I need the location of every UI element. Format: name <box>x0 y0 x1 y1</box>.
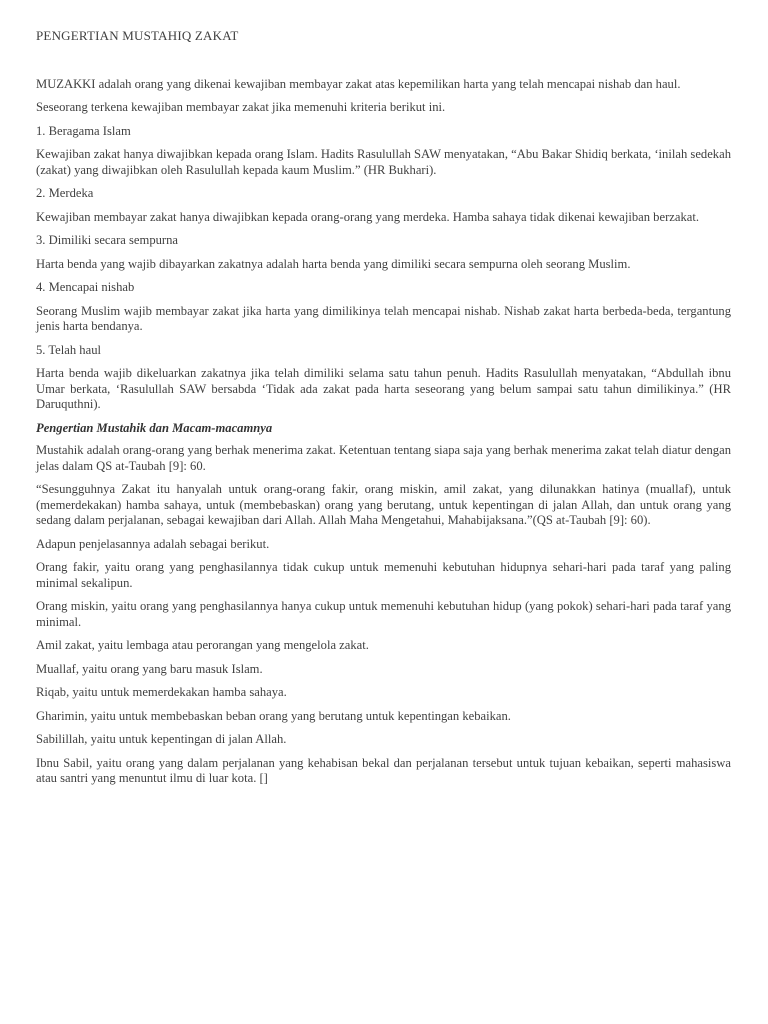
paragraph: Amil zakat, yaitu lembaga atau perorangan yang mengelola zakat. <box>36 638 369 652</box>
criteria-heading: 4. Mencapai nishab <box>36 280 135 294</box>
section-subheading: Pengertian Mustahik dan Macam-macamnya <box>36 420 273 435</box>
paragraph: MUZAKKI adalah orang yang dikenai kewajiban membayar zakat atas kepemilikan harta yang telah mencapai nishab dan haul. <box>36 76 681 91</box>
paragraph: Seseorang terkena kewajiban membayar zakat jika memenuhi kriteria berikut ini. <box>36 100 446 114</box>
criteria-heading: 2. Merdeka <box>36 186 94 200</box>
paragraph: Gharimin, yaitu untuk membebaskan beban orang yang berutang untuk kepentingan kebaikan. <box>36 708 511 723</box>
paragraph: Seorang Muslim wajib membayar zakat jika harta yang dimilikinya telah mencapai nishab. Nishab zakat harta berbeda-beda, tergantung jenis harta bendanya. <box>36 303 731 333</box>
criteria-heading: 5. Telah haul <box>36 342 101 357</box>
criteria-heading: 1. Beragama Islam <box>36 123 131 138</box>
paragraph: Sabilillah, yaitu untuk kepentingan di jalan Allah. <box>36 732 287 746</box>
criteria-heading: 3. Dimiliki secara sempurna <box>36 233 178 247</box>
paragraph: Adapun penjelasannya adalah sebagai berikut. <box>36 536 270 551</box>
paragraph: Kewajiban zakat hanya diwajibkan kepada orang Islam. Hadits Rasulullah SAW menyatakan, “Abu Bakar Shidiq berkata, ‘inilah sedekah (zakat) yang diwajibkan oleh Rasulullah kepada kaum Muslim.” (HR Bukhari). <box>36 147 731 177</box>
document-page <box>36 28 731 795</box>
paragraph: Orang fakir, yaitu orang yang penghasilannya tidak cukup untuk memenuhi kebutuhan hidupnya sehari-hari pada taraf yang paling minimal sekalipun. <box>36 560 731 590</box>
paragraph: Harta benda yang wajib dibayarkan zakatnya adalah harta benda yang dimiliki secara sempurna oleh seorang Muslim. <box>36 256 631 271</box>
paragraph: Ibnu Sabil, yaitu orang yang dalam perjalanan yang kehabisan bekal dan perjalanan tersebut untuk tujuan kebaikan, seperti mahasiswa atau santri yang menuntut ilmu di luar kota. [] <box>36 755 731 785</box>
paragraph: Orang miskin, yaitu orang yang penghasilannya hanya cukup untuk memenuhi kebutuhan hidup (yang pokok) sehari-hari pada taraf yang minimal. <box>36 599 731 629</box>
paragraph: Mustahik adalah orang-orang yang berhak menerima zakat. Ketentuan tentang siapa saja yang berhak menerima zakat telah diatur dengan jelas dalam QS at-Taubah [9]: 60. <box>36 443 731 473</box>
document-body <box>36 77 731 787</box>
paragraph: Kewajiban membayar zakat hanya diwajibkan kepada orang-orang yang merdeka. Hamba sahaya tidak dikenai kewajiban berzakat. <box>36 209 699 224</box>
paragraph: Muallaf, yaitu orang yang baru masuk Islam. <box>36 661 263 676</box>
paragraph: Riqab, yaitu untuk memerdekakan hamba sahaya. <box>36 685 287 699</box>
document-title: PENGERTIAN MUSTAHIQ ZAKAT <box>36 28 239 43</box>
paragraph: Harta benda wajib dikeluarkan zakatnya jika telah dimiliki selama satu tahun penuh. Hadits Rasulullah menyatakan, “Abdullah ibnu Umar berkata, ‘Rasulullah SAW bersabda ‘Tidak ada zakat pada harta seseorang yang belum sampai satu tahun dimilikinya.” (HR Daruquthni). <box>36 366 731 411</box>
quote-paragraph: “Sesungguhnya Zakat itu hanyalah untuk orang-orang fakir, orang miskin, amil zakat, yang dilunakkan hatinya (muallaf), untuk (memerdekakan) hamba sahaya, untuk (membebaskan) orang yang berutang, untuk kepentingan di jalan Allah, dan untuk orang yang sedang dalam perjalanan, sebagai kewajiban dari Allah. Allah Maha Mengetahui, Mahabijaksana.”(QS at-Taubah [9]: 60). <box>36 482 731 527</box>
